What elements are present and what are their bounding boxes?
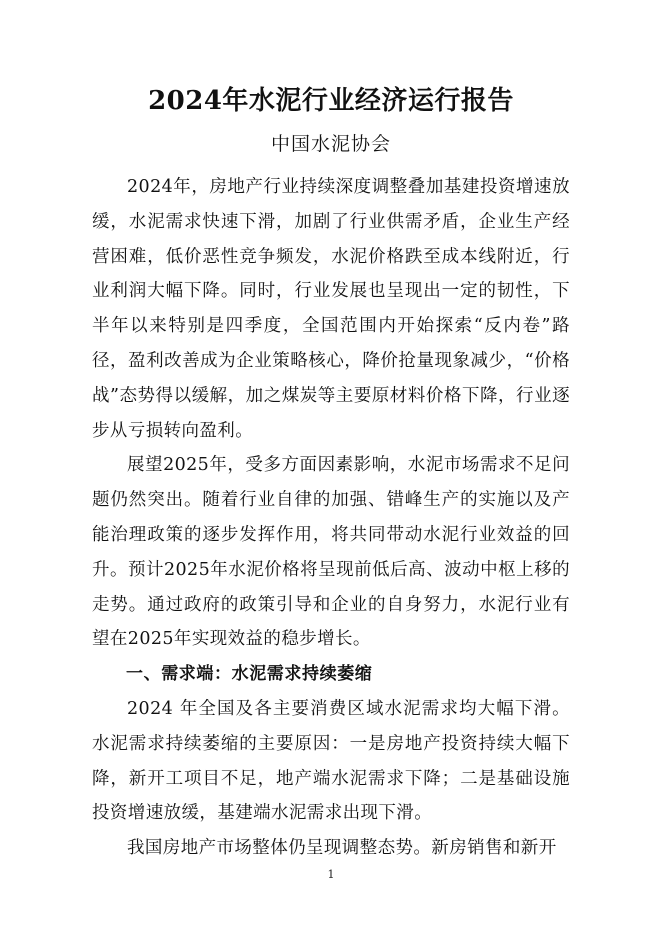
document-body [92, 170, 570, 866]
page-number: 1 [327, 868, 335, 881]
paragraph: 2024年，房地产行业持续深度调整叠加基建投资增速放缓，水泥需求快速下滑，加剧了行业供需矛盾，企业生产经营困难，低价恶性竞争频发，水泥价格跌至成本线附近，行业利润大幅下降。同时，行业发展也呈现出一定的韧性，下半年以来特别是四季度，全国范围内开始探索“反内卷”路径，盈利改善成为企业策略核心，降价抢量现象减少，“价格战”态势得以缓解，加之煤炭等主要原材料价格下降，行业逐步从亏损转向盈利。 [92, 177, 570, 441]
section-heading: 一、需求端：水泥需求持续萎缩 [126, 664, 373, 685]
paragraph: 展望2025年，受多方面因素影响，水泥市场需求不足问题仍然突出。随着行业自律的加强、错峰生产的实施以及产能治理政策的逐步发挥作用，将共同带动水泥行业效益的回升。预计2025年水泥价格将呈现前低后高、波动中枢上移的走势。通过政府的政策引导和企业的自身努力，水泥行业有望在2025年实现效益的稳步增长。 [92, 455, 570, 650]
author-organization: 中国水泥协会 [270, 133, 391, 155]
paragraph: 我国房地产市场整体仍呈现调整态势。新房销售和新开 [127, 838, 557, 859]
paragraph: 2024 年全国及各主要消费区域水泥需求均大幅下滑。水泥需求持续萎缩的主要原因：一是房地产投资持续大幅下降，新开工项目不足，地产端水泥需求下降；二是基础设施投资增速放缓，基建端水泥需求出现下滑。 [92, 698, 570, 824]
document-title: 2024年水泥行业经济运行报告 [148, 86, 514, 116]
